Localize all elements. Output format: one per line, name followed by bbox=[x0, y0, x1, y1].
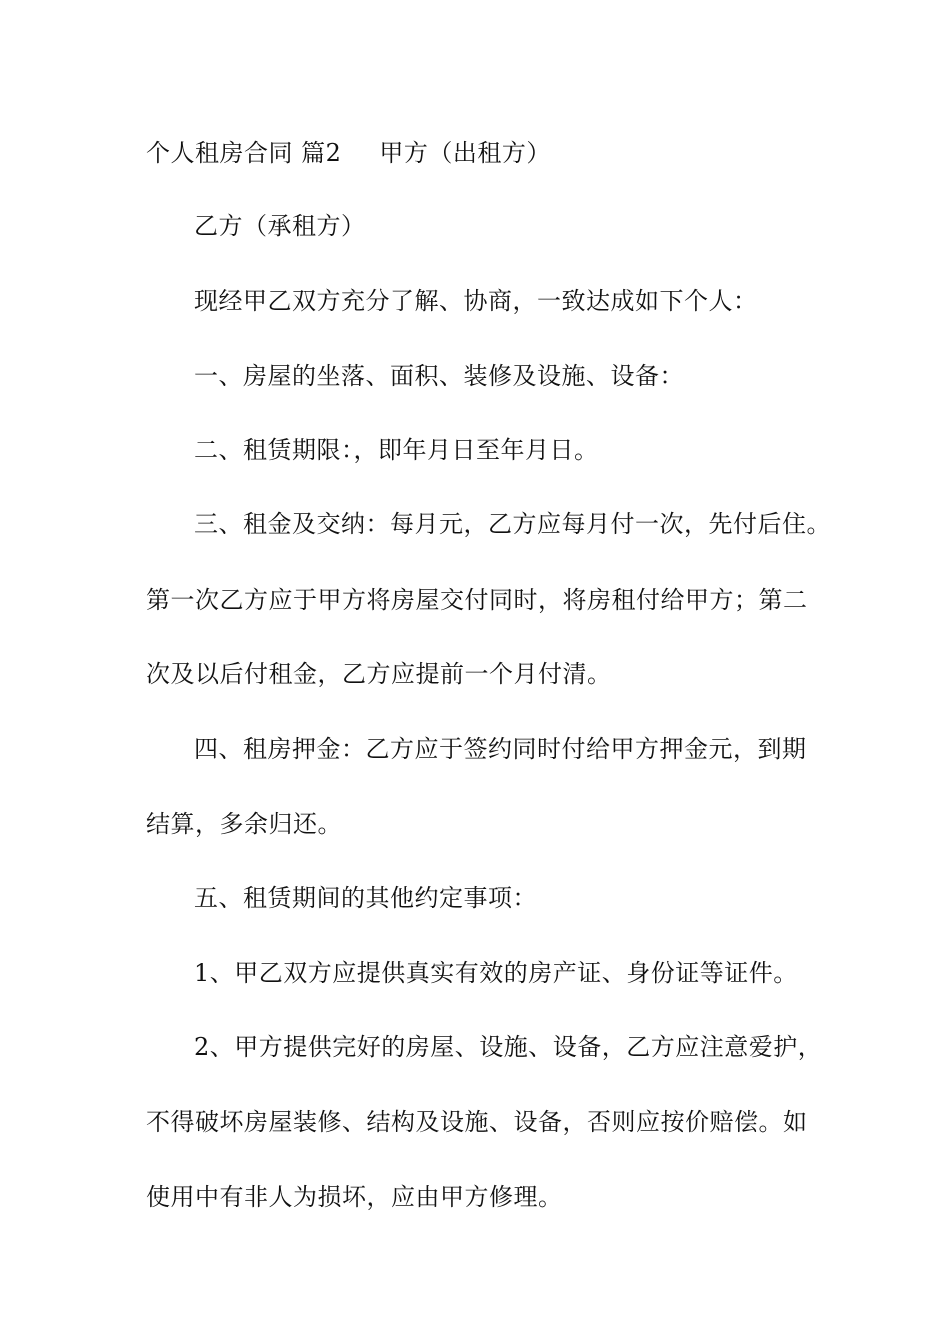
item-2-text-line-3: 使用中有非人为损坏，应由甲方修理。 bbox=[146, 1183, 563, 1211]
preamble-paragraph: 现经甲乙双方充分了解、协商，一致达成如下个人： bbox=[194, 287, 758, 315]
title-line bbox=[146, 137, 816, 169]
clause-3-text-line-2: 第一次乙方应于甲方将房屋交付同时，将房租付给甲方；第二 bbox=[146, 586, 808, 614]
item-1-text: 1、甲乙双方应提供真实有效的房产证、身份证等证件。 bbox=[194, 959, 798, 987]
clause-4-text-line-1: 四、租房押金：乙方应于签约同时付给甲方押金元，到期 bbox=[194, 735, 807, 763]
clause-3-text-line-3: 次及以后付租金，乙方应提前一个月付清。 bbox=[146, 660, 612, 688]
item-2-text-line-2: 不得破坏房屋装修、结构及设施、设备，否则应按价赔偿。如 bbox=[146, 1108, 808, 1136]
party-a-label: 甲方（出租方） bbox=[379, 139, 551, 167]
clause-5-heading: 五、租赁期间的其他约定事项： bbox=[194, 884, 537, 912]
clause-3-text-line-1: 三、租金及交纳：每月元，乙方应每月付一次，先付后住。 bbox=[194, 510, 831, 538]
item-2-text-line-1: 2、甲方提供完好的房屋、设施、设备，乙方应注意爱护， bbox=[194, 1033, 823, 1061]
document-title: 个人租房合同 篇2 bbox=[146, 139, 342, 167]
party-b-label: 乙方（承租方） bbox=[194, 212, 366, 240]
clause-1-heading: 一、房屋的坐落、面积、装修及设施、设备： bbox=[194, 362, 684, 390]
clause-4-text-line-2: 结算，多余归还。 bbox=[146, 810, 342, 838]
clause-2-text: 二、租赁期限：，即年月日至年月日。 bbox=[194, 436, 599, 464]
